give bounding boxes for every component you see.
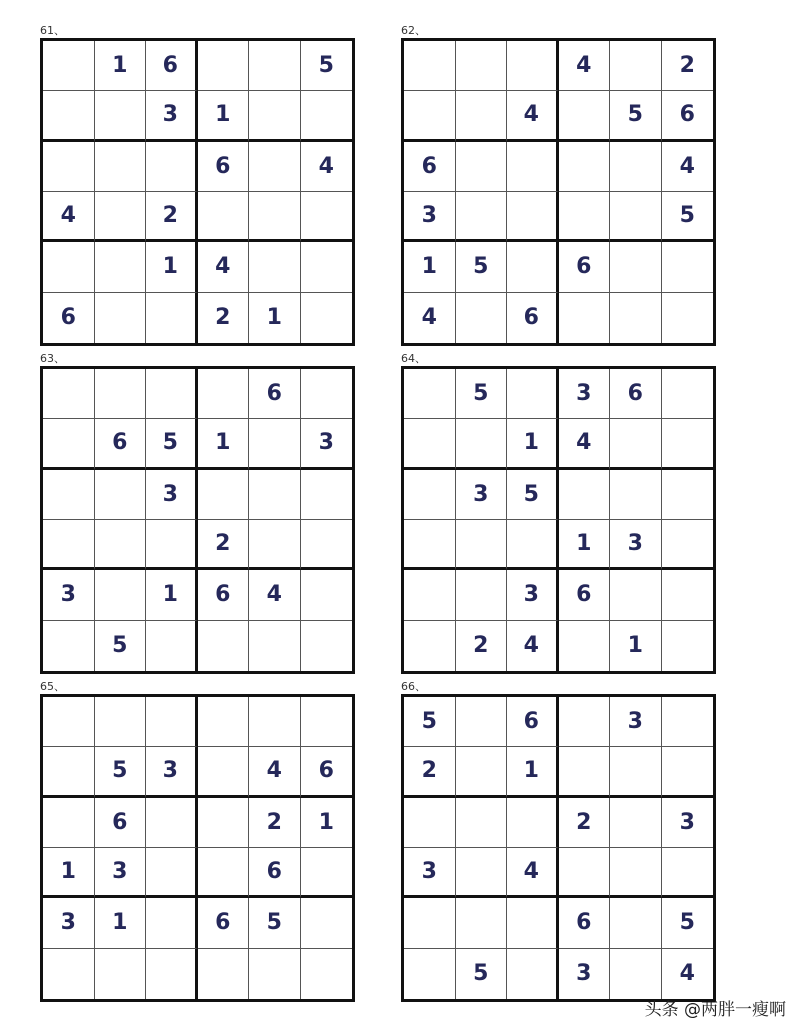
sudoku-cell[interactable] <box>301 293 353 343</box>
sudoku-cell[interactable]: 5 <box>146 419 198 469</box>
sudoku-cell[interactable] <box>146 848 198 898</box>
sudoku-cell[interactable]: 5 <box>456 949 508 999</box>
sudoku-cell[interactable] <box>662 369 714 419</box>
sudoku-cell[interactable]: 5 <box>249 898 301 948</box>
sudoku-cell[interactable] <box>43 419 95 469</box>
sudoku-cell[interactable] <box>404 470 456 520</box>
sudoku-cell[interactable]: 5 <box>456 242 508 292</box>
sudoku-cell[interactable]: 3 <box>662 798 714 848</box>
sudoku-cell[interactable] <box>43 91 95 141</box>
sudoku-cell[interactable] <box>301 570 353 620</box>
sudoku-cell[interactable] <box>404 798 456 848</box>
sudoku-cell[interactable] <box>456 192 508 242</box>
puzzle-number-label: 61、 <box>40 24 65 37</box>
sudoku-grid <box>401 366 716 674</box>
sudoku-cell[interactable] <box>610 419 662 469</box>
sudoku-cell[interactable] <box>95 470 147 520</box>
sudoku-cell[interactable] <box>507 898 559 948</box>
sudoku-cell[interactable]: 3 <box>610 520 662 570</box>
sudoku-cell[interactable] <box>456 293 508 343</box>
sudoku-cell[interactable]: 3 <box>301 419 353 469</box>
sudoku-cell[interactable] <box>249 470 301 520</box>
puzzle-1 <box>40 24 355 346</box>
sudoku-cell[interactable] <box>249 91 301 141</box>
sudoku-cell[interactable] <box>198 747 250 797</box>
sudoku-cell[interactable] <box>456 520 508 570</box>
puzzle-5 <box>40 680 355 1002</box>
puzzle-number-label: 62、 <box>401 24 426 37</box>
sudoku-cell[interactable]: 3 <box>404 848 456 898</box>
sudoku-grid <box>401 694 716 1002</box>
sudoku-cell[interactable]: 1 <box>249 293 301 343</box>
sudoku-cell[interactable]: 3 <box>559 369 611 419</box>
sudoku-cell[interactable] <box>507 242 559 292</box>
sudoku-cell[interactable]: 6 <box>146 41 198 91</box>
puzzle-number-label: 64、 <box>401 352 426 365</box>
sudoku-cell[interactable]: 5 <box>456 369 508 419</box>
sudoku-cell[interactable] <box>198 192 250 242</box>
sudoku-cell[interactable]: 3 <box>507 570 559 620</box>
sudoku-cell[interactable] <box>198 470 250 520</box>
sudoku-cell[interactable]: 4 <box>679 961 695 987</box>
sudoku-cell[interactable] <box>507 520 559 570</box>
sudoku-cell[interactable] <box>404 41 456 91</box>
sudoku-cell[interactable] <box>610 898 662 948</box>
sudoku-cell[interactable] <box>610 142 662 192</box>
sudoku-cell[interactable] <box>662 697 714 747</box>
sudoku-cell[interactable] <box>559 91 611 141</box>
sudoku-cell[interactable]: 1 <box>95 41 147 91</box>
sudoku-cell[interactable] <box>198 848 250 898</box>
sudoku-cell[interactable]: 6 <box>610 369 662 419</box>
sudoku-cell[interactable] <box>43 242 95 292</box>
puzzle-number-label: 66、 <box>401 680 426 693</box>
sudoku-cell[interactable]: 4 <box>301 142 353 192</box>
sudoku-cell[interactable] <box>249 41 301 91</box>
sudoku-cell[interactable]: 4 <box>507 848 559 898</box>
sudoku-cell[interactable]: 2 <box>198 520 250 570</box>
sudoku-grid <box>40 694 355 1002</box>
sudoku-cell[interactable]: 2 <box>662 41 714 91</box>
sudoku-cell[interactable] <box>198 697 250 747</box>
sudoku-cell[interactable]: 5 <box>507 470 559 520</box>
sudoku-cell[interactable] <box>404 419 456 469</box>
sudoku-cell[interactable] <box>610 798 662 848</box>
sudoku-cell[interactable]: 1 <box>146 242 198 292</box>
sudoku-cell[interactable]: 1 <box>95 898 147 948</box>
sudoku-cell[interactable] <box>559 747 611 797</box>
sudoku-cell[interactable]: 6 <box>662 91 714 141</box>
sudoku-cell[interactable]: 5 <box>662 898 714 948</box>
sudoku-cell[interactable] <box>198 798 250 848</box>
sudoku-cell[interactable] <box>249 419 301 469</box>
sudoku-cell[interactable]: 6 <box>507 697 559 747</box>
puzzle-number-label: 63、 <box>40 352 65 365</box>
sudoku-cell[interactable]: 6 <box>507 293 559 343</box>
sudoku-cell[interactable]: 6 <box>249 848 301 898</box>
sudoku-cell[interactable]: 6 <box>198 142 250 192</box>
sudoku-cell[interactable]: 1 <box>301 798 353 848</box>
sudoku-cell[interactable]: 5 <box>610 91 662 141</box>
sudoku-cell[interactable] <box>662 470 714 520</box>
sudoku-cell[interactable]: 1 <box>198 419 250 469</box>
sudoku-cell[interactable] <box>559 192 611 242</box>
sudoku-cell[interactable] <box>404 898 456 948</box>
sudoku-cell[interactable] <box>507 949 559 999</box>
sudoku-cell[interactable]: 2 <box>249 798 301 848</box>
sudoku-cell[interactable] <box>146 697 198 747</box>
sudoku-cell[interactable] <box>456 697 508 747</box>
sudoku-cell[interactable]: 5 <box>301 41 353 91</box>
sudoku-cell[interactable] <box>301 697 353 747</box>
sudoku-cell[interactable] <box>507 369 559 419</box>
puzzle-3 <box>40 352 355 674</box>
sudoku-cell[interactable] <box>559 848 611 898</box>
sudoku-cell[interactable] <box>662 747 714 797</box>
sudoku-cell[interactable] <box>146 798 198 848</box>
sudoku-cell[interactable]: 1 <box>43 848 95 898</box>
watermark: 头条 @两胖一瘦啊 <box>644 1000 786 1020</box>
sudoku-cell[interactable]: 5 <box>662 192 714 242</box>
sudoku-cell[interactable] <box>198 41 250 91</box>
puzzle-number-label: 65、 <box>40 680 65 693</box>
sudoku-cell[interactable] <box>507 798 559 848</box>
sudoku-cell[interactable] <box>95 142 147 192</box>
sudoku-cell[interactable] <box>43 949 95 999</box>
sudoku-cell[interactable] <box>95 949 147 999</box>
sudoku-cell[interactable] <box>146 898 198 948</box>
sudoku-cell[interactable] <box>43 747 95 797</box>
sudoku-cell[interactable]: 2 <box>559 798 611 848</box>
sudoku-cell[interactable] <box>404 621 456 671</box>
sudoku-cell[interactable]: 4 <box>249 747 301 797</box>
sudoku-cell[interactable] <box>43 520 95 570</box>
sudoku-cell[interactable]: 1 <box>507 747 559 797</box>
sudoku-cell[interactable]: 1 <box>559 520 611 570</box>
sudoku-cell[interactable] <box>95 369 147 419</box>
sudoku-cell[interactable]: 6 <box>301 747 353 797</box>
sudoku-cell[interactable] <box>43 470 95 520</box>
sudoku-cell[interactable]: 3 <box>146 91 198 141</box>
sudoku-cell[interactable] <box>662 621 714 671</box>
sudoku-cell[interactable] <box>559 293 611 343</box>
sudoku-cell[interactable] <box>249 242 301 292</box>
sudoku-cell[interactable] <box>146 621 198 671</box>
sudoku-cell[interactable] <box>249 142 301 192</box>
sudoku-cell[interactable] <box>198 369 250 419</box>
sudoku-cell[interactable] <box>301 192 353 242</box>
sudoku-cell[interactable]: 4 <box>404 293 456 343</box>
sudoku-cell[interactable] <box>507 142 559 192</box>
sudoku-cell[interactable] <box>559 142 611 192</box>
sudoku-cell[interactable] <box>662 570 714 620</box>
sudoku-cell[interactable] <box>610 470 662 520</box>
sudoku-cell[interactable] <box>95 520 147 570</box>
sudoku-cell[interactable] <box>456 898 508 948</box>
sudoku-cell[interactable]: 2 <box>146 192 198 242</box>
sudoku-cell[interactable] <box>456 142 508 192</box>
sudoku-cell[interactable] <box>610 41 662 91</box>
sudoku-cell[interactable] <box>610 848 662 898</box>
sudoku-cell[interactable]: 3 <box>146 747 198 797</box>
sudoku-cell[interactable] <box>662 520 714 570</box>
sudoku-cell[interactable] <box>43 369 95 419</box>
sudoku-cell[interactable] <box>146 369 198 419</box>
sudoku-cell[interactable]: 6 <box>198 898 250 948</box>
sudoku-cell[interactable] <box>456 798 508 848</box>
sudoku-cell[interactable]: 3 <box>456 470 508 520</box>
sudoku-cell[interactable]: 4 <box>198 242 250 292</box>
sudoku-cell[interactable] <box>146 520 198 570</box>
sudoku-grid <box>401 38 716 346</box>
sudoku-cell[interactable] <box>301 949 353 999</box>
sudoku-cell[interactable] <box>43 798 95 848</box>
sudoku-cell[interactable] <box>146 142 198 192</box>
sudoku-cell[interactable] <box>456 747 508 797</box>
sudoku-cell[interactable] <box>610 949 662 999</box>
sudoku-cell[interactable]: 6 <box>404 142 456 192</box>
sudoku-grid <box>40 38 355 346</box>
sudoku-cell[interactable]: 6 <box>95 798 147 848</box>
sudoku-cell[interactable] <box>43 621 95 671</box>
sudoku-cell[interactable] <box>301 621 353 671</box>
sudoku-cell[interactable] <box>404 949 456 999</box>
sudoku-cell[interactable] <box>43 697 95 747</box>
sudoku-grid <box>40 366 355 674</box>
sudoku-cell[interactable] <box>249 520 301 570</box>
sudoku-cell[interactable]: 6 <box>559 242 611 292</box>
sudoku-cell[interactable]: 6 <box>43 293 95 343</box>
sudoku-cell[interactable] <box>610 570 662 620</box>
sudoku-cell[interactable]: 6 <box>198 570 250 620</box>
sudoku-cell[interactable]: 3 <box>146 470 198 520</box>
sudoku-cell[interactable]: 1 <box>404 242 456 292</box>
sudoku-cell[interactable]: 4 <box>249 570 301 620</box>
sudoku-cell[interactable] <box>249 697 301 747</box>
sudoku-cell[interactable] <box>43 142 95 192</box>
sudoku-cell[interactable]: 1 <box>610 621 662 671</box>
sudoku-cell[interactable]: 5 <box>95 747 147 797</box>
sudoku-cell[interactable]: 2 <box>456 621 508 671</box>
sudoku-cell[interactable] <box>198 621 250 671</box>
sudoku-cell[interactable] <box>404 570 456 620</box>
sudoku-cell[interactable] <box>95 242 147 292</box>
sudoku-cell[interactable]: 3 <box>95 848 147 898</box>
sudoku-cell[interactable] <box>507 192 559 242</box>
sudoku-cell[interactable] <box>301 520 353 570</box>
sudoku-cell[interactable]: 3 <box>43 570 95 620</box>
sudoku-cell[interactable] <box>559 697 611 747</box>
sudoku-cell[interactable] <box>559 470 611 520</box>
puzzle-2 <box>401 24 716 346</box>
sudoku-cell[interactable]: 6 <box>249 369 301 419</box>
sudoku-cell[interactable]: 1 <box>198 91 250 141</box>
sudoku-cell[interactable] <box>662 293 714 343</box>
sudoku-cell[interactable] <box>559 621 611 671</box>
sudoku-cell[interactable]: 4 <box>559 419 611 469</box>
sudoku-cell[interactable] <box>249 949 301 999</box>
sudoku-cell[interactable] <box>301 848 353 898</box>
sudoku-cell[interactable]: 4 <box>662 142 714 192</box>
sudoku-cell[interactable]: 6 <box>95 419 147 469</box>
sudoku-cell[interactable] <box>249 192 301 242</box>
sudoku-cell[interactable]: 4 <box>43 192 95 242</box>
sudoku-cell[interactable] <box>404 91 456 141</box>
sudoku-cell[interactable]: 4 <box>507 91 559 141</box>
sudoku-cell[interactable]: 4 <box>559 41 611 91</box>
sudoku-cell[interactable] <box>95 91 147 141</box>
sudoku-cell[interactable] <box>95 293 147 343</box>
sudoku-cell[interactable] <box>95 697 147 747</box>
puzzle-4 <box>401 352 716 674</box>
sudoku-cell[interactable]: 3 <box>610 697 662 747</box>
sudoku-cell[interactable] <box>662 848 714 898</box>
sudoku-cell[interactable] <box>146 949 198 999</box>
sudoku-cell[interactable] <box>456 848 508 898</box>
sudoku-cell[interactable] <box>146 293 198 343</box>
sudoku-cell[interactable] <box>456 41 508 91</box>
sudoku-cell[interactable] <box>301 898 353 948</box>
sudoku-cell[interactable]: 2 <box>404 747 456 797</box>
sudoku-cell[interactable] <box>301 369 353 419</box>
sudoku-cell[interactable] <box>610 747 662 797</box>
sudoku-cell[interactable] <box>610 192 662 242</box>
sudoku-cell[interactable]: 3 <box>43 898 95 948</box>
sudoku-cell[interactable]: 1 <box>146 570 198 620</box>
sudoku-cell[interactable] <box>610 242 662 292</box>
sudoku-cell[interactable] <box>249 621 301 671</box>
puzzle-6 <box>401 680 716 1002</box>
sudoku-cell[interactable]: 5 <box>95 621 147 671</box>
sudoku-cell[interactable] <box>301 91 353 141</box>
sudoku-cell[interactable]: 5 <box>404 697 456 747</box>
sudoku-cell[interactable] <box>507 41 559 91</box>
sudoku-cell[interactable]: 4 <box>507 621 559 671</box>
sudoku-cell[interactable] <box>301 470 353 520</box>
sudoku-cell[interactable]: 3 <box>404 192 456 242</box>
sudoku-cell[interactable] <box>662 419 714 469</box>
sudoku-cell[interactable] <box>404 520 456 570</box>
sudoku-cell[interactable] <box>95 570 147 620</box>
sudoku-cell[interactable] <box>662 242 714 292</box>
sudoku-cell[interactable] <box>456 91 508 141</box>
sudoku-cell[interactable] <box>198 949 250 999</box>
sudoku-cell[interactable] <box>404 369 456 419</box>
sudoku-cell[interactable]: 3 <box>559 949 611 999</box>
sudoku-cell[interactable] <box>456 419 508 469</box>
sudoku-cell[interactable]: 6 <box>559 570 611 620</box>
sudoku-cell[interactable] <box>456 570 508 620</box>
sudoku-cell[interactable] <box>301 242 353 292</box>
sudoku-cell[interactable] <box>43 41 95 91</box>
sudoku-cell[interactable]: 2 <box>198 293 250 343</box>
sudoku-cell[interactable]: 1 <box>507 419 559 469</box>
sudoku-cell[interactable] <box>95 192 147 242</box>
sudoku-cell[interactable] <box>610 293 662 343</box>
sudoku-cell[interactable]: 6 <box>559 898 611 948</box>
